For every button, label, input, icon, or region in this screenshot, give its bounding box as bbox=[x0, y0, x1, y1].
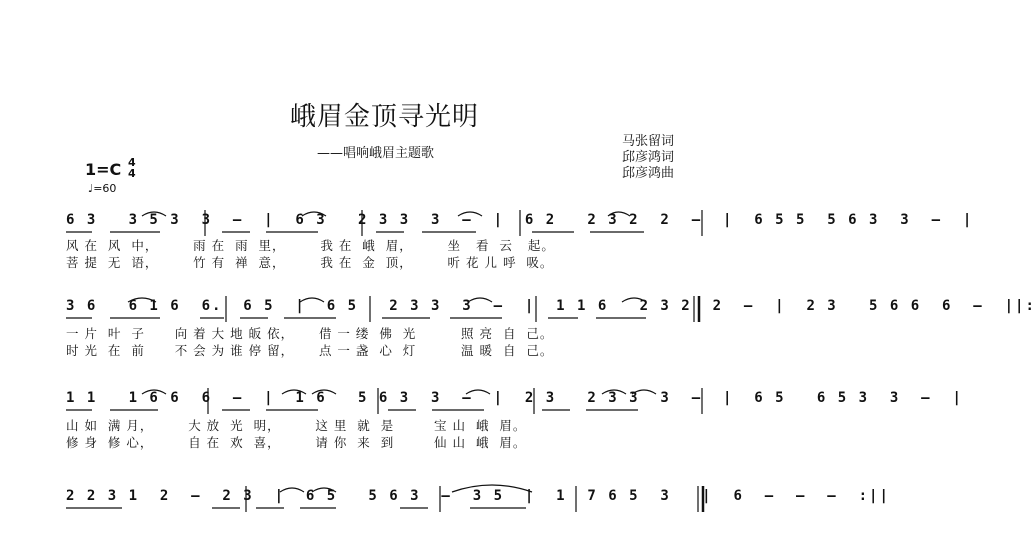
credit-lyricist-1: 马张留词 bbox=[622, 134, 675, 149]
row-1-lyrics-verse-1: 风 在 风 中， 雨 在 雨 里， 我 在 峨 眉， 坐 看 云 起。 bbox=[66, 238, 555, 253]
row-4-notes: 2 2 3 1 2 – 2 3 | 6 5 5 6 3 – 3 5 | 1 7 6 5 3 | 6 – – – :|| bbox=[66, 488, 890, 504]
credit-composer: 邱彦鸿曲 bbox=[622, 166, 675, 181]
time-signature-bottom: 4 bbox=[128, 167, 136, 180]
key-signature: 1=C bbox=[85, 160, 122, 179]
row-1-notes: 6 3 3 5 3 3 – | 6 3 2 3 3 3 – | 6 2 2 3 2 2 – | 6 5 5 5 6 3 3 – | bbox=[66, 212, 974, 228]
song-title: 峨眉金顶寻光明 bbox=[289, 102, 479, 132]
row-3-lyrics-verse-1: 山 如 满 月， 大 放 光 明， 这 里 就 是 宝 山 峨 眉。 bbox=[66, 418, 527, 433]
time-signature-top: 4 bbox=[128, 156, 136, 169]
song-subtitle: ——唱响峨眉主题歌 bbox=[317, 146, 435, 161]
row-2-notes: 3 6 6 1 6 6. 6 5 | 6 5 2 3 3 3 – | 1 1 6 2 3 2 2 – | 2 3 5 6 6 6 – ||: bbox=[66, 298, 1036, 314]
row-3-lyrics-verse-2: 修 身 修 心， 自 在 欢 喜， 请 你 来 到 仙 山 峨 眉。 bbox=[66, 435, 527, 450]
row-2-lyrics-verse-2: 时 光 在 前 不 会 为 谁 停 留， 点 一 盏 心 灯 温 暖 自 己。 bbox=[66, 343, 554, 358]
tempo-marking: ♩=60 bbox=[88, 182, 117, 195]
time-signature bbox=[128, 157, 136, 179]
credit-lyricist-2: 邱彦鸿词 bbox=[622, 150, 675, 165]
row-3-notes: 1 1 1 6 6 6 – | 1 6 5 6 3 3 – | 2 3 2 3 3 3 – | 6 5 6 5 3 3 – | bbox=[66, 390, 963, 406]
row-2-lyrics-verse-1: 一 片 叶 子 向 着 大 地 皈 依， 借 一 缕 佛 光 照 亮 自 己。 bbox=[66, 326, 554, 341]
row-1-lyrics-verse-2: 菩 提 无 语， 竹 有 禅 意， 我 在 金 顶， 听 花 儿 呼 吸。 bbox=[66, 255, 554, 270]
